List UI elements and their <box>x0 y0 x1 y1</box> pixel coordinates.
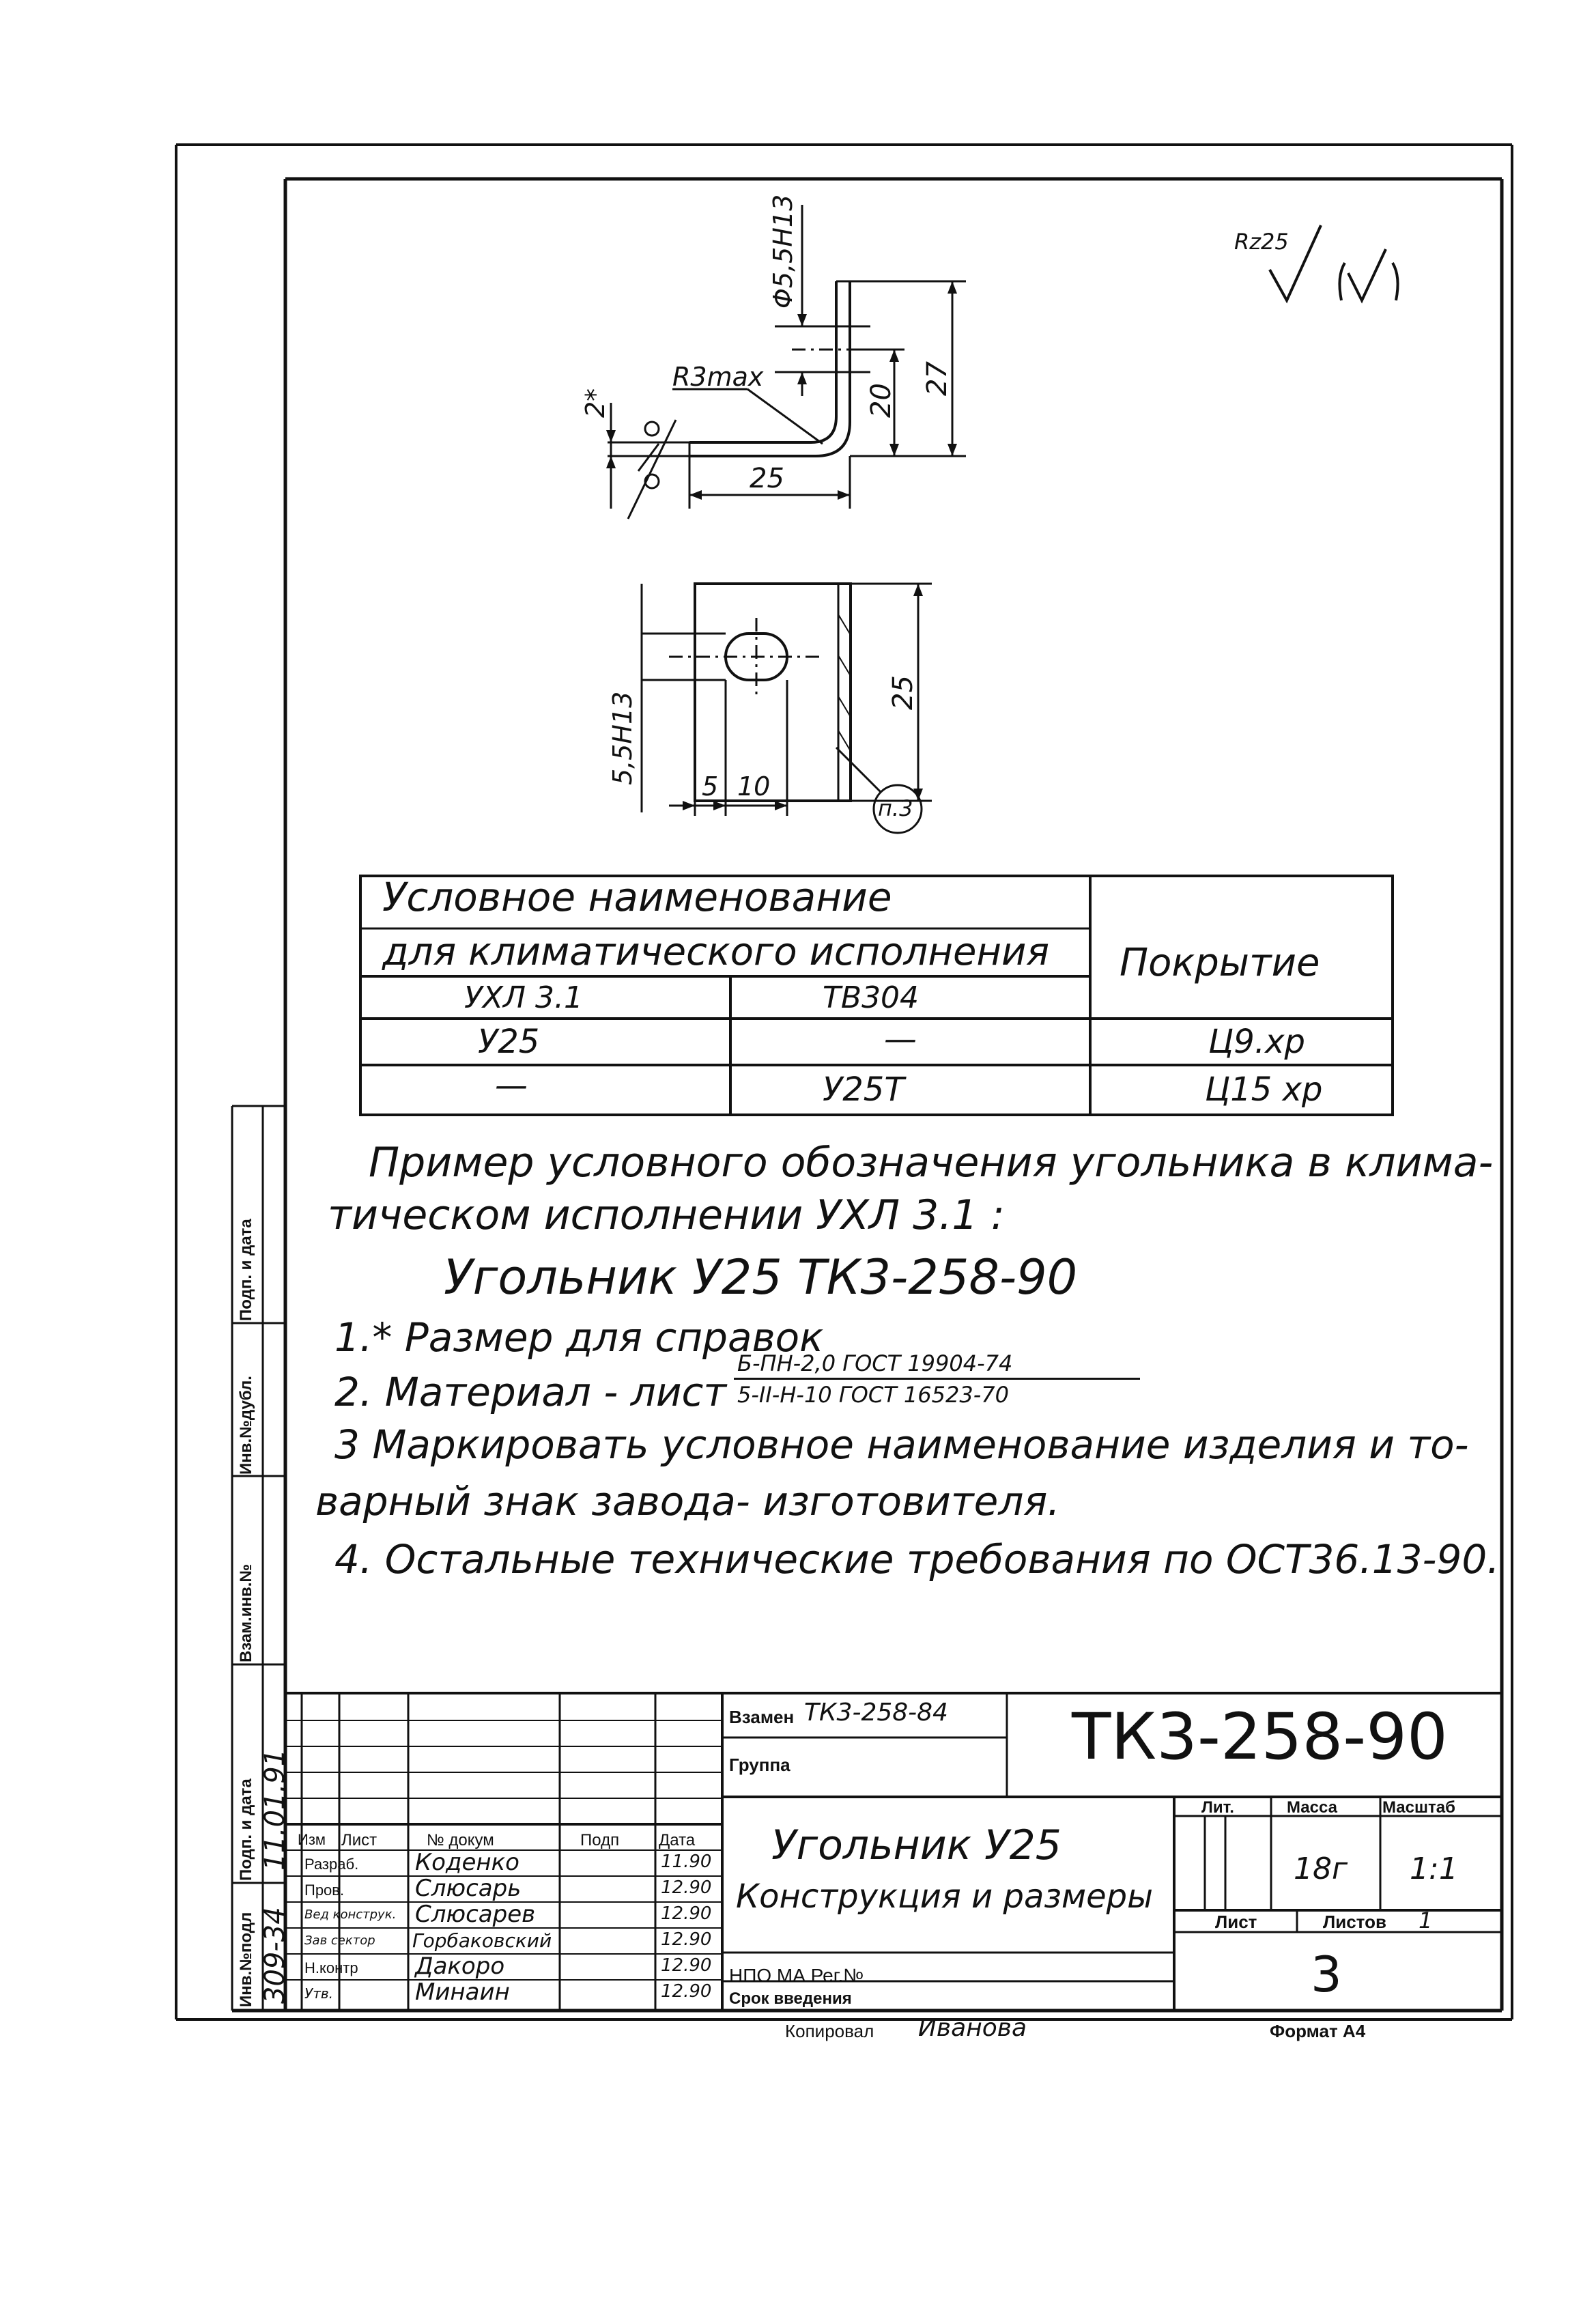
footer-format: Формат А4 <box>1270 2021 1366 2041</box>
tb-zamen-label: Взамен <box>729 1707 795 1727</box>
height-inner-dimension: 20 <box>866 383 897 418</box>
tb-date-5: 12.90 <box>661 1981 712 2002</box>
side-label-sign-date-1: Подп. и дата <box>237 1219 255 1321</box>
side-inventory-number: 309-34 <box>259 1907 291 2004</box>
footer-copied-name: Иванова <box>918 2014 1027 2042</box>
tb-role-5: Утв. <box>304 1985 333 2002</box>
tb-name-5: Минаин <box>415 1978 510 2006</box>
table-row2-coating: Ц15 хр <box>1205 1070 1323 1109</box>
callout-label: п.3 <box>878 795 913 821</box>
tb-role-1: Пров. <box>304 1882 345 1899</box>
table-row2-col2: У25Т <box>823 1070 904 1109</box>
note-3-line-2: варный знак завода- изготовителя. <box>315 1478 1060 1524</box>
side-label-replace-inv: Взам.инв.№ <box>237 1563 255 1662</box>
slot-width-dimension: 5,5H13 <box>608 691 638 785</box>
tb-role-0: Разраб. <box>304 1856 359 1873</box>
table-col2-header: ТВ304 <box>823 980 920 1015</box>
tb-date-1: 12.90 <box>661 1877 712 1898</box>
tb-name-1: Слюсарь <box>415 1875 522 1902</box>
tb-mass-label: Масса <box>1287 1798 1337 1817</box>
tb-name-0: Коденко <box>415 1849 519 1876</box>
footer-copied-label: Копировал <box>785 2021 874 2041</box>
tb-date-3: 12.90 <box>661 1929 712 1950</box>
thickness-dimension: 2* <box>580 388 610 418</box>
slot-offset-dimension: 5 <box>702 771 719 802</box>
height-outer-dimension: 27 <box>922 361 953 396</box>
tb-role-2: Вед конструк. <box>304 1907 397 1922</box>
tb-doc-number: ТК3-258-90 <box>1072 1700 1448 1774</box>
table-row1-coating: Ц9.хр <box>1208 1023 1305 1061</box>
tb-org: НПО МА Рег.№ <box>729 1965 864 1986</box>
note-2-material-top: Б-ПН-2,0 ГОСТ 19904-74 <box>737 1350 1013 1376</box>
note-2-prefix: 2. Материал - лист <box>334 1369 727 1415</box>
tb-col-izm: Изм <box>298 1831 326 1848</box>
tb-sheet-label: Лист <box>1215 1912 1257 1932</box>
hole-dimension: Φ5,5H13 <box>768 194 798 309</box>
tb-item-subtitle: Конструкция и размеры <box>736 1877 1154 1916</box>
tb-col-list: Лист <box>341 1831 377 1849</box>
tb-date-0: 11.90 <box>661 1852 712 1872</box>
tb-date-4: 12.90 <box>661 1955 712 1976</box>
slot-length-dimension: 10 <box>737 771 771 802</box>
tb-srok: Срок введения <box>729 1989 852 2008</box>
table-row1-col1: У25 <box>478 1023 540 1061</box>
example-line-1: Пример условного обозначения угольника в клима- <box>369 1139 1494 1187</box>
table-row2-col1: — <box>495 1066 528 1105</box>
tb-lit-label: Лит. <box>1201 1798 1234 1817</box>
tb-gruppa-label: Группа <box>729 1755 790 1775</box>
side-label-dup-inv: Инв.№дубл. <box>237 1376 255 1475</box>
tb-col-doc: № докум <box>427 1831 494 1849</box>
note-4: 4. Остальные технические требования по ОСТ36.13-90. <box>334 1536 1500 1583</box>
radius-dimension: R3max <box>672 362 764 392</box>
roughness-label: Rz25 <box>1234 229 1289 255</box>
side-label-orig-inv: Инв.№подл <box>237 1912 255 2007</box>
tb-col-sign: Подп <box>580 1831 620 1849</box>
tb-col-date: Дата <box>659 1831 696 1849</box>
note-2-material-bottom: 5-II-Н-10 ГОСТ 16523-70 <box>737 1382 1009 1408</box>
table-header-sub: для климатического исполнения <box>382 930 1050 974</box>
tb-sheets-label: Листов <box>1323 1912 1386 1932</box>
table-col1-header: УХЛ 3.1 <box>464 980 584 1015</box>
side-handwritten-date: 11.01.91 <box>259 1748 291 1871</box>
tb-name-3: Горбаковский <box>412 1929 552 1952</box>
flange-length-dimension: 25 <box>750 463 784 494</box>
tb-name-2: Слюсарев <box>415 1901 536 1928</box>
table-header-coating: Покрытие <box>1120 941 1320 985</box>
tb-mass-value: 18г <box>1294 1852 1348 1886</box>
tb-role-3: Зав сектор <box>304 1933 375 1948</box>
note-1: 1.* Размер для справок <box>334 1314 824 1361</box>
tb-scale-value: 1:1 <box>1410 1852 1458 1886</box>
tb-item-name: Угольник У25 <box>771 1821 1061 1869</box>
example-line-2: тическом исполнении УХЛ 3.1 : <box>328 1191 1005 1239</box>
tb-name-4: Дакоро <box>415 1953 505 1980</box>
note-3-line-1: 3 Маркировать условное наименование изделия и то- <box>334 1421 1469 1468</box>
tb-sheet-number: 3 <box>1311 1946 1342 2003</box>
table-header-main: Условное наименование <box>382 874 892 920</box>
tb-role-4: Н.контр <box>304 1959 358 1976</box>
tb-date-2: 12.90 <box>661 1903 712 1924</box>
tb-zamen-value: ТК3-258-84 <box>804 1699 948 1727</box>
side-label-sign-date-2: Подп. и дата <box>237 1778 255 1881</box>
table-row1-col2: — <box>884 1020 917 1058</box>
plan-height-dimension: 25 <box>887 675 919 710</box>
tb-scale-label: Масштаб <box>1382 1798 1455 1817</box>
designation-example: Угольник У25 ТК3-258-90 <box>444 1249 1078 1305</box>
tb-sheets-value: 1 <box>1419 1907 1433 1933</box>
